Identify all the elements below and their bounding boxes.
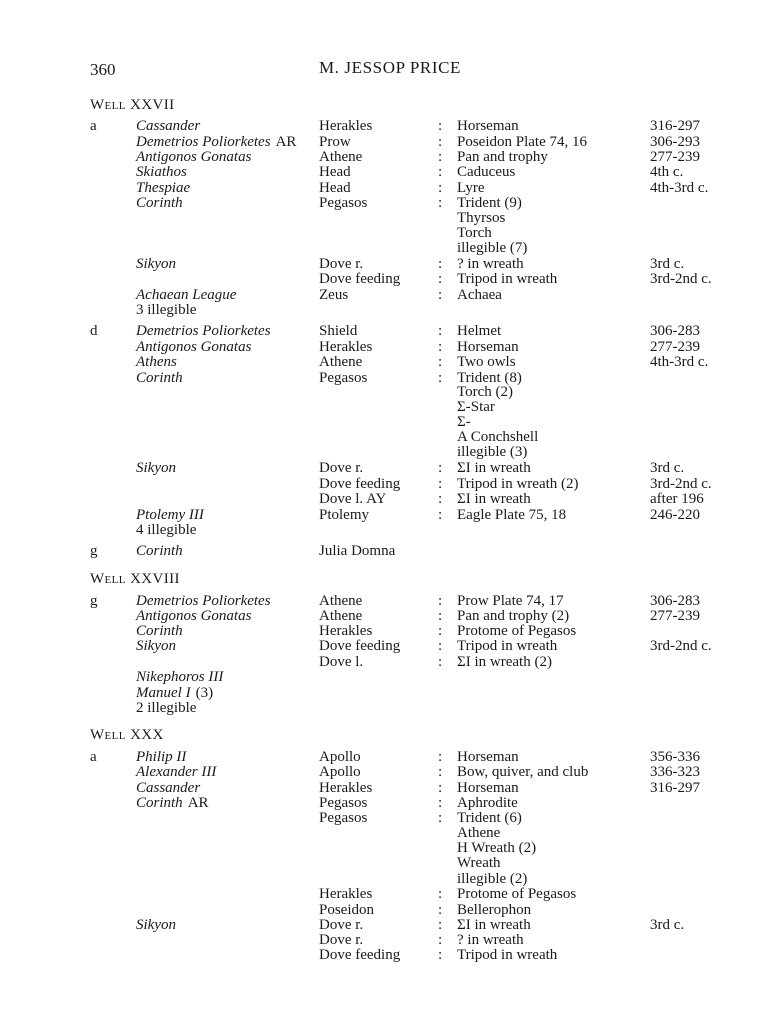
separator-colon: :: [438, 810, 443, 826]
illegible-count: 4 illegible: [136, 522, 197, 538]
separator-colon: :: [438, 370, 443, 386]
reverse-type: Horseman: [457, 749, 519, 765]
catalogue-line: [0, 795, 780, 811]
date-range: 3rd-2nd c.: [650, 638, 712, 654]
ruler-name: Athens: [136, 354, 177, 370]
ruler-name: Cassander: [136, 780, 201, 796]
ruler-name: Antigonos Gonatas: [136, 608, 252, 624]
ruler-name: Alexander III: [136, 764, 217, 780]
reverse-type: Achaea: [457, 287, 502, 303]
separator-colon: :: [438, 271, 443, 287]
catalogue-line: [0, 902, 780, 918]
obverse-type: Dove r.: [319, 917, 364, 933]
catalogue-line: [0, 543, 780, 559]
reverse-type: Σ-Star: [457, 399, 495, 415]
separator-colon: :: [438, 947, 443, 963]
mint-or-ruler: [136, 764, 216, 780]
ruler-suffix: AR: [275, 134, 297, 150]
obverse-type: Dove l.: [319, 654, 364, 670]
catalogue-line: [0, 522, 780, 538]
date-range: 3rd c.: [650, 460, 685, 476]
obverse-type: Apollo: [319, 764, 361, 780]
ruler-name: Demetrios Poliorketes: [136, 593, 271, 609]
separator-colon: :: [438, 476, 443, 492]
reverse-type: Torch (2): [457, 384, 514, 400]
catalogue-line: [0, 414, 780, 430]
well-heading: [0, 571, 780, 587]
well-heading: [0, 97, 780, 113]
reverse-type: Protome of Pegasos: [457, 623, 577, 639]
reverse-type: Horseman: [457, 339, 519, 355]
date-range: 277-239: [650, 149, 700, 165]
mint-or-ruler: [136, 460, 176, 476]
deposit-letter: g: [90, 543, 98, 559]
reverse-type: Protome of Pegasos: [457, 886, 577, 902]
obverse-type: Athene: [319, 149, 363, 165]
well-title: Well XXVII: [90, 97, 175, 113]
mint-or-ruler: [136, 522, 196, 538]
separator-colon: :: [438, 749, 443, 765]
reverse-type: H Wreath (2): [457, 840, 537, 856]
obverse-type: Poseidon: [319, 902, 375, 918]
catalogue-line: [0, 491, 780, 507]
obverse-type: Herakles: [319, 886, 373, 902]
obverse-type: Athene: [319, 608, 363, 624]
catalogue-line: [0, 764, 780, 780]
catalogue-line: [0, 399, 780, 415]
mint-or-ruler: [136, 256, 176, 272]
separator-colon: :: [438, 608, 443, 624]
mint-or-ruler: [136, 118, 200, 134]
separator-colon: :: [438, 654, 443, 670]
separator-colon: :: [438, 917, 443, 933]
obverse-type: Pegasos: [319, 370, 368, 386]
obverse-type: Dove r.: [319, 932, 364, 948]
mint-or-ruler: [136, 669, 223, 685]
catalogue-line: [0, 780, 780, 796]
date-range: 356-336: [650, 749, 700, 765]
mint-or-ruler: [136, 507, 204, 523]
mint-or-ruler: [136, 149, 251, 165]
mint-or-ruler: [136, 195, 183, 211]
ruler-name: Sikyon: [136, 256, 176, 272]
ruler-suffix: (3): [195, 685, 214, 701]
catalogue-line: [0, 180, 780, 196]
reverse-type: Pan and trophy: [457, 149, 548, 165]
obverse-type: Shield: [319, 323, 358, 339]
separator-colon: :: [438, 118, 443, 134]
well-title: Well XXX: [90, 727, 164, 743]
reverse-type: Lyre: [457, 180, 485, 196]
separator-colon: :: [438, 339, 443, 355]
catalogue-line: [0, 917, 780, 933]
catalogue-line: [0, 685, 780, 701]
catalogue-line: [0, 210, 780, 226]
reverse-type: Tripod in wreath: [457, 638, 558, 654]
date-range: 3rd-2nd c.: [650, 271, 712, 287]
catalogue-line: [0, 476, 780, 492]
obverse-type: Apollo: [319, 749, 361, 765]
well-heading: [0, 727, 780, 743]
catalogue-line: [0, 638, 780, 654]
obverse-type: Dove l. AY: [319, 491, 387, 507]
date-range: 246-220: [650, 507, 700, 523]
ruler-name: Corinth: [136, 195, 183, 211]
mint-or-ruler: [136, 323, 271, 339]
reverse-type: Trident (6): [457, 810, 522, 826]
ruler-name: Nikephoros III: [136, 669, 224, 685]
ruler-name: Manuel I: [136, 685, 191, 701]
mint-or-ruler: [136, 164, 187, 180]
catalogue-line: [0, 149, 780, 165]
obverse-type: Athene: [319, 354, 363, 370]
date-range: 4th-3rd c.: [650, 180, 709, 196]
mint-or-ruler: [136, 749, 186, 765]
catalogue-line: [0, 825, 780, 841]
reverse-type: Trident (8): [457, 370, 522, 386]
catalogue-line: [0, 947, 780, 963]
reverse-type: Poseidon Plate 74, 16: [457, 134, 587, 150]
ruler-name: Antigonos Gonatas: [136, 339, 252, 355]
separator-colon: :: [438, 287, 443, 303]
separator-colon: :: [438, 638, 443, 654]
obverse-type: Athene: [319, 593, 363, 609]
separator-colon: :: [438, 195, 443, 211]
reverse-type: ΣΙ in wreath: [457, 491, 531, 507]
ruler-name: Achaean League: [136, 287, 237, 303]
separator-colon: :: [438, 180, 443, 196]
date-range: 316-297: [650, 118, 700, 134]
mint-or-ruler: [136, 354, 177, 370]
catalogue-line: [0, 444, 780, 460]
reverse-type: Thyrsos: [457, 210, 506, 226]
catalogue-line: [0, 855, 780, 871]
obverse-type: Dove r.: [319, 460, 364, 476]
reverse-type: illegible (2): [457, 871, 528, 887]
obverse-type: Dove r.: [319, 256, 364, 272]
ruler-name: Corinth: [136, 370, 183, 386]
catalogue-line: [0, 810, 780, 826]
catalogue-line: [0, 225, 780, 241]
obverse-type: Prow: [319, 134, 351, 150]
obverse-type: Herakles: [319, 623, 373, 639]
separator-colon: :: [438, 256, 443, 272]
mint-or-ruler: [136, 287, 236, 303]
reverse-type: Bow, quiver, and club: [457, 764, 589, 780]
separator-colon: :: [438, 164, 443, 180]
reverse-type: illegible (3): [457, 444, 528, 460]
separator-colon: :: [438, 354, 443, 370]
reverse-type: Tripod in wreath: [457, 947, 558, 963]
mint-or-ruler: [136, 638, 176, 654]
separator-colon: :: [438, 491, 443, 507]
mint-or-ruler: [136, 780, 200, 796]
reverse-type: Horseman: [457, 118, 519, 134]
ruler-name: Ptolemy III: [136, 507, 204, 523]
reverse-type: Horseman: [457, 780, 519, 796]
separator-colon: :: [438, 623, 443, 639]
date-range: 4th-3rd c.: [650, 354, 709, 370]
date-range: 277-239: [650, 608, 700, 624]
illegible-count: 2 illegible: [136, 700, 197, 716]
mint-or-ruler: [136, 700, 196, 716]
separator-colon: :: [438, 507, 443, 523]
separator-colon: :: [438, 134, 443, 150]
separator-colon: :: [438, 593, 443, 609]
deposit-letter: g: [90, 593, 98, 609]
mint-or-ruler: [136, 608, 251, 624]
reverse-type: Caduceus: [457, 164, 516, 180]
ruler-name: Sikyon: [136, 460, 176, 476]
obverse-type: Ptolemy: [319, 507, 370, 523]
mint-or-ruler: [136, 623, 183, 639]
catalogue-line: [0, 287, 780, 303]
catalogue-line: [0, 700, 780, 716]
obverse-type: Head: [319, 164, 351, 180]
mint-or-ruler: [136, 593, 271, 609]
page-number: 360: [90, 60, 116, 79]
catalogue-line: [0, 654, 780, 670]
catalogue-line: [0, 323, 780, 339]
catalogue-line: [0, 118, 780, 134]
catalogue-line: [0, 354, 780, 370]
catalogue-line: [0, 164, 780, 180]
reverse-type: Athene: [457, 825, 501, 841]
reverse-type: Eagle Plate 75, 18: [457, 507, 567, 523]
date-range: 277-239: [650, 339, 700, 355]
ruler-suffix: AR: [187, 795, 209, 811]
date-range: 4th c.: [650, 164, 684, 180]
ruler-name: Philip II: [136, 749, 187, 765]
separator-colon: :: [438, 460, 443, 476]
reverse-type: ? in wreath: [457, 256, 524, 272]
date-range: 336-323: [650, 764, 700, 780]
ruler-name: Thespiae: [136, 180, 191, 196]
ruler-name: Sikyon: [136, 638, 176, 654]
catalogue-line: [0, 886, 780, 902]
reverse-type: Wreath: [457, 855, 501, 871]
deposit-letter: a: [90, 749, 97, 765]
reverse-type: ΣΙ in wreath: [457, 917, 531, 933]
reverse-type: Trident (9): [457, 195, 522, 211]
date-range: 3rd c.: [650, 917, 685, 933]
reverse-type: ΣΙ in wreath (2): [457, 654, 552, 670]
catalogue-line: [0, 429, 780, 445]
date-range: after 196: [650, 491, 704, 507]
date-range: 3rd c.: [650, 256, 685, 272]
ruler-name: Sikyon: [136, 917, 176, 933]
reverse-type: Torch: [457, 225, 492, 241]
obverse-type: Dove feeding: [319, 476, 401, 492]
deposit-letter: d: [90, 323, 98, 339]
mint-or-ruler: [136, 339, 251, 355]
obverse-type: Pegasos: [319, 810, 368, 826]
reverse-type: ΣΙ in wreath: [457, 460, 531, 476]
mint-or-ruler: [136, 180, 190, 196]
reverse-type: Prow Plate 74, 17: [457, 593, 564, 609]
obverse-type: Dove feeding: [319, 271, 401, 287]
catalogue-line: [0, 339, 780, 355]
obverse-type: Herakles: [319, 780, 373, 796]
date-range: 3rd-2nd c.: [650, 476, 712, 492]
reverse-type: Bellerophon: [457, 902, 532, 918]
obverse-type: Julia Domna: [319, 543, 396, 559]
ruler-name: Corinth: [136, 543, 183, 559]
deposit-letter: a: [90, 118, 97, 134]
reverse-type: Pan and trophy (2): [457, 608, 570, 624]
obverse-type: Dove feeding: [319, 638, 401, 654]
well-title: Well XXVIII: [90, 571, 180, 587]
mint-or-ruler: [136, 134, 296, 150]
separator-colon: :: [438, 902, 443, 918]
separator-colon: :: [438, 149, 443, 165]
mint-or-ruler: [136, 543, 183, 559]
mint-or-ruler: [136, 685, 213, 701]
date-range: 306-293: [650, 134, 700, 150]
catalogue-line: [0, 240, 780, 256]
obverse-type: Dove feeding: [319, 947, 401, 963]
reverse-type: Helmet: [457, 323, 502, 339]
mint-or-ruler: [136, 917, 176, 933]
reverse-type: Tripod in wreath (2): [457, 476, 579, 492]
separator-colon: :: [438, 795, 443, 811]
catalogue-line: [0, 669, 780, 685]
catalogue-line: [0, 871, 780, 887]
catalogue-line: [0, 271, 780, 287]
reverse-type: ? in wreath: [457, 932, 524, 948]
obverse-type: Herakles: [319, 339, 373, 355]
reverse-type: illegible (7): [457, 240, 528, 256]
separator-colon: :: [438, 764, 443, 780]
catalogue-line: [0, 256, 780, 272]
obverse-type: Pegasos: [319, 195, 368, 211]
obverse-type: Head: [319, 180, 351, 196]
catalogue-line: [0, 623, 780, 639]
obverse-type: Pegasos: [319, 795, 368, 811]
date-range: 316-297: [650, 780, 700, 796]
reverse-type: Σ-: [457, 414, 471, 430]
illegible-count: 3 illegible: [136, 302, 197, 318]
obverse-type: Herakles: [319, 118, 373, 134]
reverse-type: A Conchshell: [457, 429, 539, 445]
catalogue-line: [0, 507, 780, 523]
obverse-type: Zeus: [319, 287, 349, 303]
catalogue-line: [0, 932, 780, 948]
catalogue-line: [0, 384, 780, 400]
catalogue-line: [0, 608, 780, 624]
ruler-name: Corinth: [136, 795, 183, 811]
catalogue-line: [0, 593, 780, 609]
catalogue-line: [0, 195, 780, 211]
reverse-type: Tripod in wreath: [457, 271, 558, 287]
mint-or-ruler: [136, 302, 196, 318]
separator-colon: :: [438, 886, 443, 902]
ruler-name: Demetrios Poliorketes: [136, 134, 271, 150]
reverse-type: Two owls: [457, 354, 516, 370]
reverse-type: Aphrodite: [457, 795, 518, 811]
catalogue-line: [0, 840, 780, 856]
separator-colon: :: [438, 780, 443, 796]
separator-colon: :: [438, 932, 443, 948]
running-title: M. JESSOP PRICE: [318, 58, 462, 77]
catalogue-line: [0, 302, 780, 318]
date-range: 306-283: [650, 593, 700, 609]
separator-colon: :: [438, 323, 443, 339]
ruler-name: Antigonos Gonatas: [136, 149, 252, 165]
ruler-name: Cassander: [136, 118, 201, 134]
mint-or-ruler: [136, 795, 209, 811]
ruler-name: Demetrios Poliorketes: [136, 323, 271, 339]
catalogue-line: [0, 134, 780, 150]
catalogue-line: [0, 749, 780, 765]
ruler-name: Skiathos: [136, 164, 187, 180]
ruler-name: Corinth: [136, 623, 183, 639]
catalogue-line: [0, 460, 780, 476]
date-range: 306-283: [650, 323, 700, 339]
